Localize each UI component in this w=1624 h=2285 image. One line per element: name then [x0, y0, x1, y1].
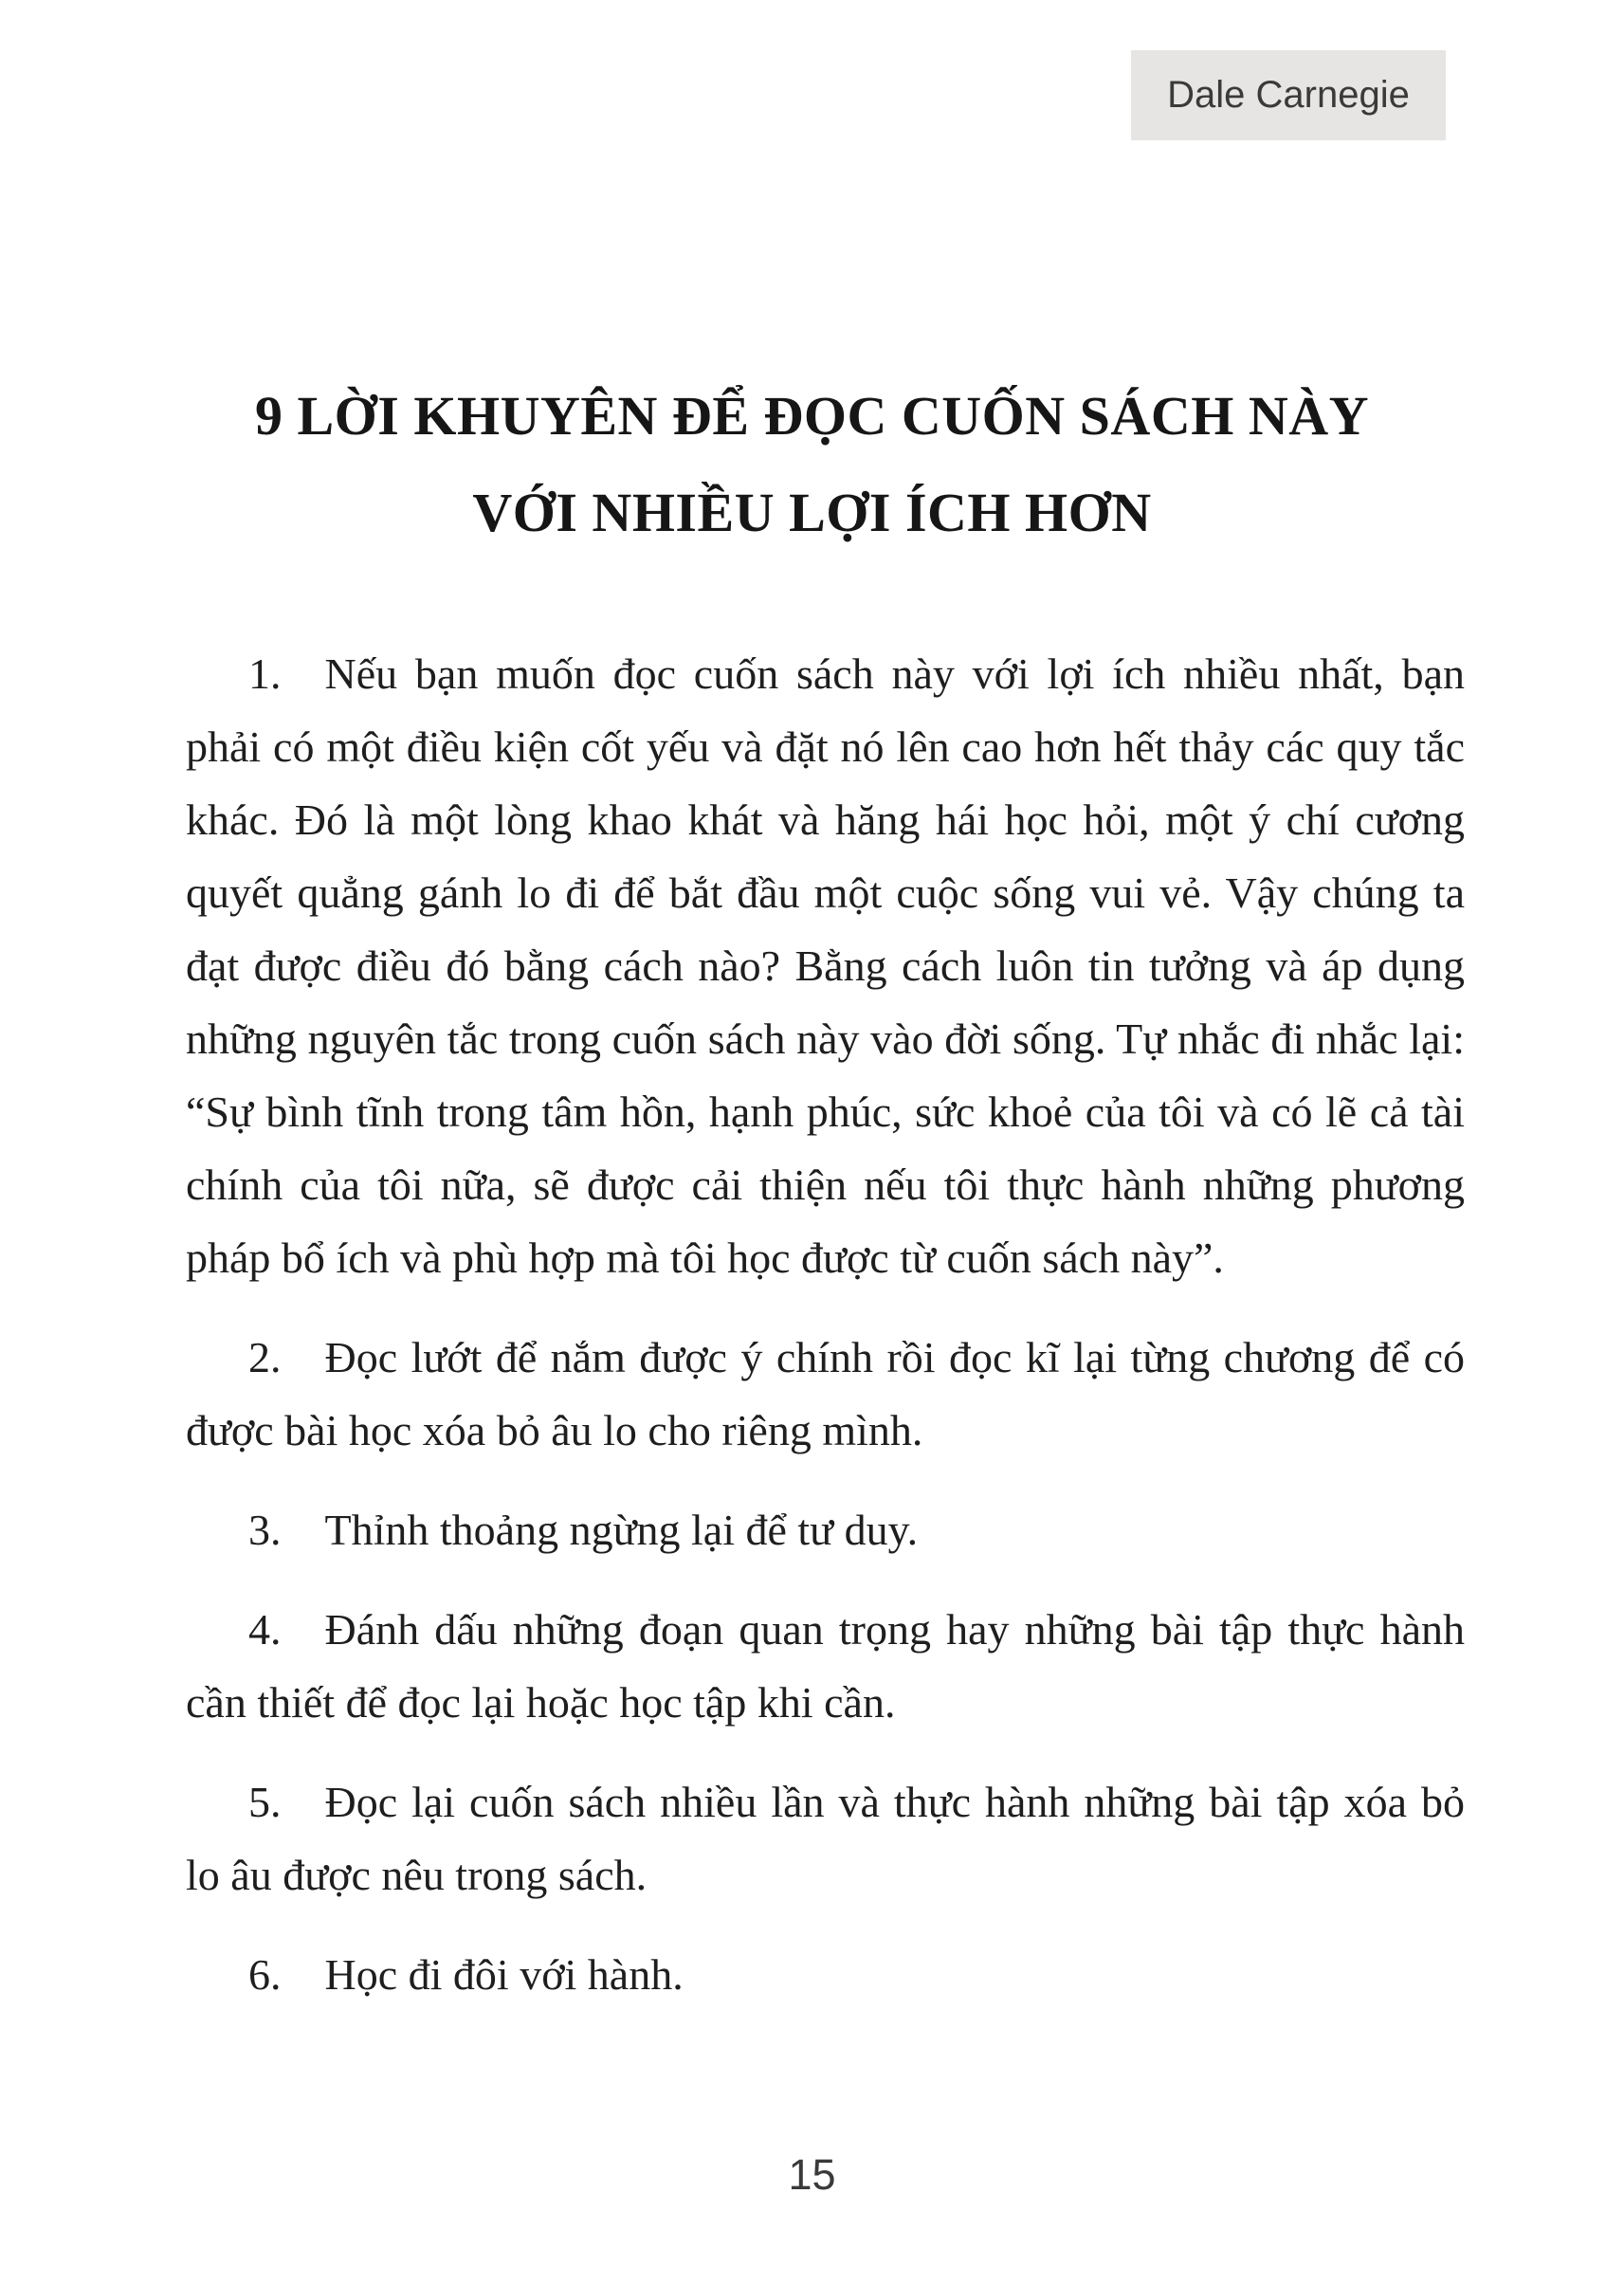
numbered-paragraph: [186, 1938, 1465, 2011]
chapter-title-line1: 9 LỜI KHUYÊN ĐỂ ĐỌC CUỐN SÁCH NÀY: [255, 385, 1369, 447]
paragraph-number: 1.: [248, 649, 282, 698]
numbered-paragraph: [186, 637, 1465, 1294]
numbered-paragraph: [186, 1593, 1465, 1739]
page-number: 15: [788, 2150, 836, 2199]
author-name: Dale Carnegie: [1167, 74, 1410, 116]
chapter-title: [0, 368, 1624, 561]
numbered-paragraph: [186, 1493, 1465, 1566]
paragraph-text: Đánh dấu những đoạn quan trọng hay những bài tập thực hành cần thiết để đọc lại hoặc học tập khi cần.: [186, 1605, 1465, 1727]
paragraph-text: Nếu bạn muốn đọc cuốn sách này với lợi ích nhiều nhất, bạn phải có một điều kiện cốt yếu và đặt nó lên cao hơn hết thảy các quy tắc khác. Đó là một lòng khao khát và hăng hái học hỏi, một ý chí cương quyết quẳng gánh lo đi để bắt đầu một cuộc sống vui vẻ. Vậy chúng ta đạt được điều đó bằng cách nào? Bằng cách luôn tin tưởng và áp dụng những nguyên tắc trong cuốn sách này vào đời sống. Tự nhắc đi nhắc lại: “Sự bình tĩnh trong tâm hồn, hạnh phúc, sức khoẻ của tôi và có lẽ cả tài chính của tôi nữa, sẽ được cải thiện nếu tôi thực hành những phương pháp bổ ích và phù hợp mà tôi học được từ cuốn sách này”.: [186, 649, 1465, 1282]
body-text: [186, 637, 1465, 2038]
paragraph-number: 2.: [248, 1333, 282, 1381]
paragraph-number: 3.: [248, 1506, 282, 1554]
paragraph-text: Đọc lướt để nắm được ý chính rồi đọc kĩ lại từng chương để có được bài học xóa bỏ âu lo cho riêng mình.: [186, 1333, 1465, 1454]
chapter-title-line2: VỚI NHIỀU LỢI ÍCH HƠN: [472, 482, 1152, 543]
paragraph-text: Học đi đôi với hành.: [324, 1950, 684, 1999]
paragraph-number: 5.: [248, 1778, 282, 1826]
author-header-badge: [1131, 50, 1446, 140]
paragraph-number: 6.: [248, 1950, 282, 1999]
paragraph-number: 4.: [248, 1605, 282, 1654]
numbered-paragraph: [186, 1765, 1465, 1911]
numbered-paragraph: [186, 1321, 1465, 1467]
paragraph-text: Đọc lại cuốn sách nhiều lần và thực hành những bài tập xóa bỏ lo âu được nêu trong sách.: [186, 1778, 1465, 1899]
paragraph-text: Thỉnh thoảng ngừng lại để tư duy.: [324, 1506, 919, 1554]
